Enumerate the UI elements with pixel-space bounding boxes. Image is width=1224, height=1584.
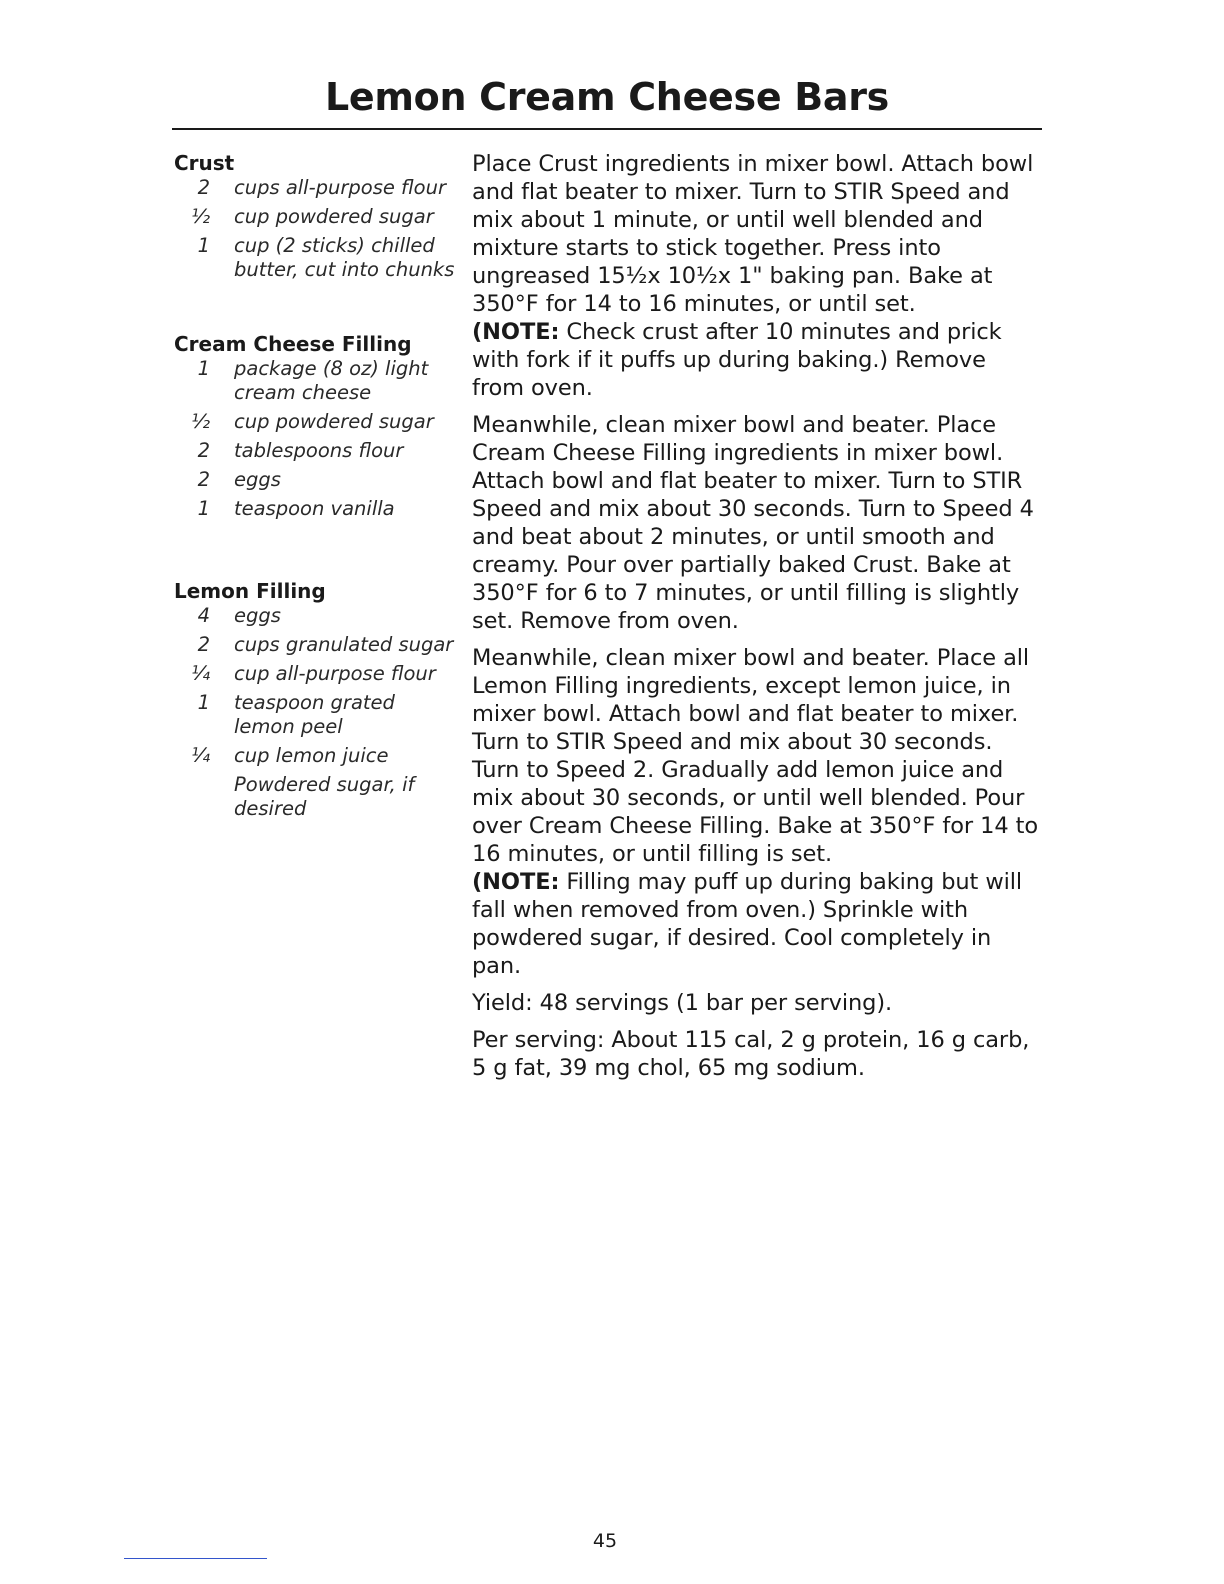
ingredient-item — [174, 234, 459, 282]
ingredient-qty: ¼ — [191, 662, 210, 685]
ingredient-qty: 1 — [197, 497, 210, 520]
ingredient-item — [174, 691, 459, 739]
ingredient-item — [174, 662, 459, 686]
ingredient-item — [174, 439, 459, 463]
ingredient-qty: ½ — [191, 205, 210, 228]
ingredient-text: teaspoon vanilla — [234, 497, 395, 520]
ingredient-item — [174, 176, 459, 200]
ingredient-qty: ¼ — [191, 744, 210, 767]
nutrition: Per serving: About 115 cal, 2 g protein, 16 g carb, 5 g fat, 39 mg chol, 65 mg sodium. — [472, 1027, 1030, 1081]
ingredient-item — [174, 357, 459, 405]
ingredient-item — [174, 744, 459, 768]
ingredient-qty: 2 — [197, 176, 210, 199]
ingredient-text: eggs — [234, 604, 281, 627]
ingredient-text: cup all-purpose flour — [234, 662, 436, 685]
directions-crust: Place Crust ingredients in mixer bowl. Attach bowl and flat beater to mixer. Turn to STIR Speed and mix about 1 minute, or until well blended and mixture starts to stick together. Press into ungreased 15½x 10½x 1" baking pan. Bake at 350°F for 14 to 16 minutes, or until set. — [472, 151, 1034, 317]
ingredient-qty: 1 — [197, 691, 210, 714]
ingredient-item — [174, 773, 459, 821]
ingredient-item — [174, 604, 459, 628]
ingredient-text: teaspoon grated lemon peel — [234, 691, 395, 738]
ingredient-text: cup lemon juice — [234, 744, 389, 767]
section-heading-cream-cheese-filling: Cream Cheese Filling — [174, 332, 412, 356]
yield: Yield: 48 servings (1 bar per serving). — [472, 990, 893, 1016]
lemon-filling-section — [174, 578, 459, 821]
ingredient-item — [174, 633, 459, 657]
ingredient-text: eggs — [234, 468, 281, 491]
directions-crust-note — [472, 318, 1044, 402]
directions-column — [472, 150, 1044, 1091]
note-label: (NOTE: — [472, 869, 560, 895]
ingredient-item — [174, 205, 459, 229]
directions-lemon: Meanwhile, clean mixer bowl and beater. Place all Lemon Filling ingredients, except lemon juice, in mixer bowl. Attach bowl and flat beater to mixer. Turn to STIR Speed and mix about 30 seconds. Turn to Speed 2. Gradually add lemon juice and mix about 30 seconds, or until well blended. Pour over Cream Cheese Filling. Bake at 350°F for 14 to 16 minutes, or until filling is set. — [472, 645, 1038, 867]
ingredient-qty: 1 — [197, 234, 210, 257]
ingredient-text: Powdered sugar, if desired — [234, 773, 415, 820]
ingredient-item — [174, 468, 459, 492]
title-divider — [172, 128, 1042, 130]
ingredient-qty: ½ — [191, 410, 210, 433]
ingredient-qty: 2 — [197, 468, 210, 491]
ingredient-text: cups granulated sugar — [234, 633, 454, 656]
note-label: (NOTE: — [472, 319, 560, 345]
ingredient-qty — [174, 773, 210, 821]
ingredient-text: cup (2 sticks) chilled butter, cut into chunks — [234, 234, 455, 281]
ingredient-item — [174, 410, 459, 434]
ingredient-qty: 4 — [197, 604, 210, 627]
ingredient-qty: 2 — [197, 633, 210, 656]
note-text: Check crust after 10 minutes and prick with fork if it puffs up during baking.) Remove from oven. — [472, 319, 1002, 401]
crust-section — [174, 150, 459, 282]
ingredient-text: package (8 oz) light cream cheese — [234, 357, 429, 404]
section-heading-lemon-filling: Lemon Filling — [174, 579, 326, 603]
section-heading-crust: Crust — [174, 151, 235, 175]
ingredient-text: tablespoons flour — [234, 439, 404, 462]
ingredient-item — [174, 497, 459, 521]
ingredient-text: cup powdered sugar — [234, 410, 434, 433]
ingredient-qty: 2 — [197, 439, 210, 462]
ingredient-qty: 1 — [197, 357, 210, 380]
page-title: Lemon Cream Cheese Bars — [324, 75, 889, 119]
ingredient-text: cups all-purpose flour — [234, 176, 446, 199]
directions-lemon-note — [472, 868, 1044, 980]
directions-cream-cheese: Meanwhile, clean mixer bowl and beater. Place Cream Cheese Filling ingredients in mixer bowl. Attach bowl and flat beater to mixer. Turn to STIR Speed and mix about 30 seconds. Turn to Speed 4 and beat about 2 minutes, or until smooth and creamy. Pour over partially baked Crust. Bake at 350°F for 6 to 7 minutes, or until filling is slightly set. Remove from oven. — [472, 412, 1034, 634]
ingredient-text: cup powdered sugar — [234, 205, 434, 228]
note-text: Filling may puff up during baking but will fall when removed from oven.) Sprinkle with powdered sugar, if desired. Cool completely in pan. — [472, 869, 1023, 979]
page-number: 45 — [592, 1530, 618, 1552]
ingredients-column — [174, 150, 459, 826]
cream-cheese-filling-section — [174, 331, 459, 521]
scan-artifact-line — [124, 1558, 267, 1559]
